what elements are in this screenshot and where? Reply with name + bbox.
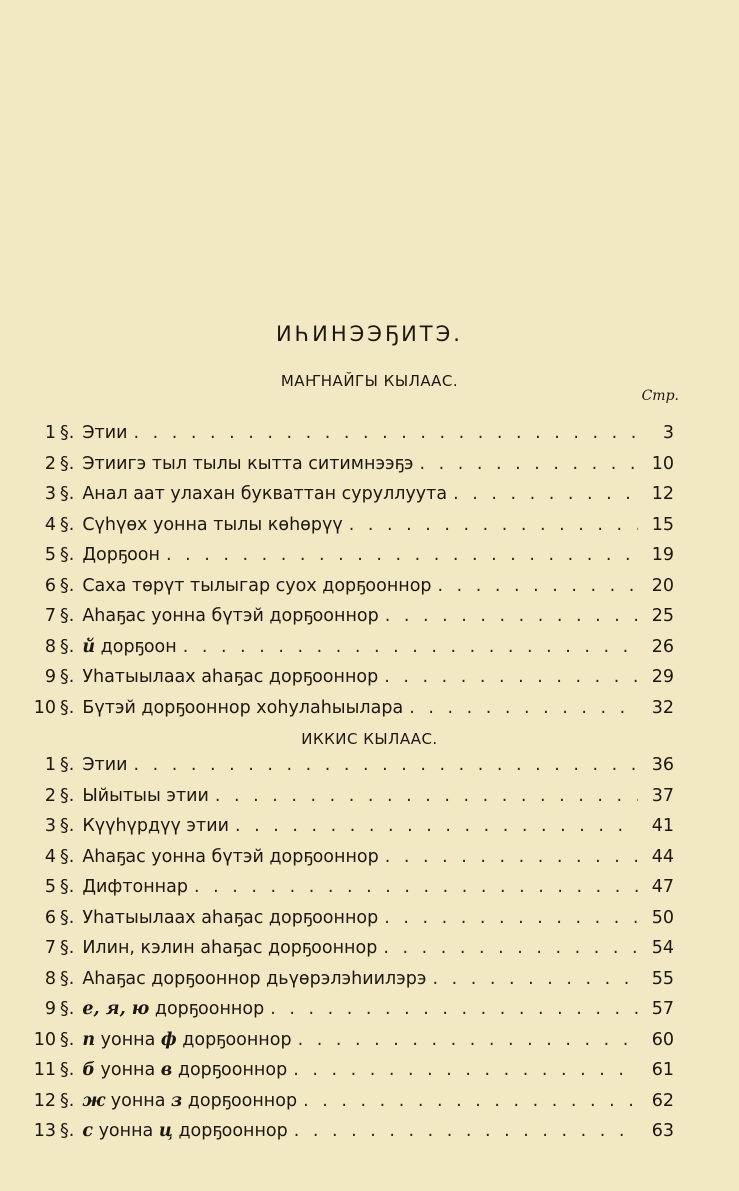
letter-emphasis: ф [160, 1029, 177, 1050]
entry-title [82, 515, 342, 535]
toc-entry [18, 786, 674, 814]
entry-number: 7 [44, 606, 56, 626]
entry-title [82, 908, 378, 928]
page-number: 55 [651, 968, 674, 989]
entry-number: 3 [44, 484, 56, 504]
letter-emphasis: п [82, 1029, 96, 1050]
page-column-header: Стр. [641, 388, 679, 404]
entry-text: Ыйытыы этии [82, 785, 209, 806]
dot-leader [235, 816, 638, 836]
entry-number: 7 [44, 938, 56, 958]
page-number: 60 [651, 1029, 674, 1050]
page-number: 29 [651, 667, 674, 687]
entry-title [82, 1121, 287, 1141]
toc-entry [18, 423, 674, 451]
section-symbol: §. [60, 907, 75, 928]
entry-title [82, 816, 229, 836]
entry-text: Этиигэ тыл тылы кытта ситимнээҕэ [82, 453, 414, 474]
entry-text: Уһатыылаах аһаҕас дорҕооннор [82, 667, 379, 687]
entry-number: 10 [33, 697, 56, 718]
entry-title [82, 1060, 287, 1080]
entry-text: Сүһүөх уонна тылы көһөрүү [82, 514, 343, 535]
entry-text: Этии [82, 755, 128, 775]
section-symbol: §. [60, 1029, 75, 1050]
dot-leader [383, 938, 638, 958]
entry-number: 3 [44, 816, 56, 836]
dot-leader [453, 484, 638, 504]
entry-title [82, 938, 377, 958]
dot-leader [384, 667, 638, 687]
toc-entry [18, 606, 674, 634]
page-number: 3 [662, 423, 674, 443]
entry-title [82, 877, 188, 897]
section-symbol: §. [60, 938, 75, 958]
entry-number: 6 [44, 907, 56, 928]
section-symbol: §. [60, 785, 75, 806]
toc-entry [18, 755, 674, 783]
letter-emphasis: ц [158, 1121, 173, 1141]
toc-entry [18, 667, 674, 695]
entry-number: 13 [33, 1121, 56, 1141]
entry-text: Этии [82, 423, 128, 443]
entry-text: Бүтэй дорҕооннор хоһулаһыылара [82, 697, 404, 718]
entry-number: 9 [44, 999, 56, 1019]
toc-entry [18, 576, 674, 604]
entry-number: 9 [44, 667, 56, 687]
dot-leader [134, 755, 639, 775]
entry-text: Уһатыылаах аһаҕас дорҕооннор [82, 907, 379, 928]
dot-leader [303, 1091, 638, 1111]
toc-entry [18, 816, 674, 844]
dot-leader [420, 454, 638, 474]
page-number: 15 [651, 514, 674, 535]
entry-number: 8 [44, 636, 56, 657]
page-title: ИҺИНЭЭҔИТЭ. [276, 322, 463, 346]
section-symbol: §. [60, 667, 75, 687]
section-symbol: §. [60, 755, 75, 775]
dot-leader [194, 877, 638, 897]
page-number: 44 [651, 846, 674, 867]
entry-title [82, 969, 426, 989]
page-number: 62 [651, 1090, 674, 1111]
section-symbol: §. [60, 846, 75, 867]
letter-emphasis: с [82, 1121, 93, 1141]
page-number: 37 [651, 785, 674, 806]
entry-text: Аһаҕас дорҕооннор дьүөрэлэһиилэрэ [82, 968, 427, 989]
page-number: 32 [651, 697, 674, 718]
section-symbol: §. [60, 877, 75, 897]
entry-text: дорҕооннор [182, 1029, 292, 1050]
section-heading-2: ИККИС КЫЛААС. [301, 730, 438, 748]
dot-leader [384, 908, 638, 928]
entry-number: 10 [33, 1029, 56, 1050]
entry-text: уонна [100, 1029, 156, 1050]
entry-text: Илин, кэлин аһаҕас дорҕооннор [82, 938, 378, 958]
page-number: 61 [651, 1060, 674, 1080]
page-number: 54 [651, 938, 674, 958]
letter-emphasis: з [171, 1090, 183, 1111]
toc-entry [18, 484, 674, 512]
page-number: 12 [651, 484, 674, 504]
toc-entry [18, 938, 674, 966]
letter-emphasis: й [82, 636, 96, 657]
entry-title [82, 847, 378, 867]
entry-text: Күүһүрдүү этии [82, 816, 229, 836]
toc-entry [18, 515, 674, 543]
section-symbol: §. [60, 545, 75, 565]
letter-emphasis: в [160, 1060, 173, 1080]
section-symbol: §. [60, 697, 75, 718]
letter-emphasis: б [82, 1060, 95, 1080]
dot-leader [385, 606, 638, 626]
page-number: 26 [651, 636, 674, 657]
letter-emphasis: е, я, ю [82, 999, 150, 1019]
section-symbol: §. [60, 453, 75, 474]
section-symbol: §. [60, 636, 75, 657]
entry-number: 1 [44, 423, 56, 443]
dot-leader [432, 969, 638, 989]
dot-leader [438, 576, 638, 596]
toc-entry [18, 877, 674, 905]
entry-text: уонна [100, 1060, 156, 1080]
entry-text: Аһаҕас уонна бүтэй дорҕооннор [82, 846, 379, 867]
toc-entry [18, 999, 674, 1027]
page-number: 57 [651, 999, 674, 1019]
page-number: 63 [651, 1121, 674, 1141]
toc-entry [18, 847, 674, 875]
section-heading-1: МАҤНАЙГЫ КЫЛААС. [280, 372, 459, 390]
entry-text: Дорҕоон [82, 545, 160, 565]
dot-leader [270, 999, 638, 1019]
entry-title [82, 423, 127, 443]
entry-title [82, 1091, 297, 1111]
section-symbol: §. [60, 999, 75, 1019]
section-symbol: §. [60, 484, 75, 504]
entry-title [82, 698, 403, 718]
page-number: 36 [651, 755, 674, 775]
section-symbol: §. [60, 514, 75, 535]
entry-title [82, 606, 378, 626]
entry-number: 5 [44, 877, 56, 897]
entry-text: Анал аат улахан букваттан суруллуута [82, 484, 448, 504]
page-number: 50 [651, 907, 674, 928]
dot-leader [349, 515, 638, 535]
section-symbol: §. [60, 606, 75, 626]
entry-title [82, 786, 209, 806]
toc-entry [18, 545, 674, 573]
dot-leader [183, 637, 638, 657]
entry-text: уонна [110, 1090, 166, 1111]
entry-number: 1 [44, 755, 56, 775]
dot-leader [166, 545, 638, 565]
entry-number: 2 [44, 785, 56, 806]
entry-text: Аһаҕас уонна бүтэй дорҕооннор [82, 606, 379, 626]
entry-number: 2 [44, 453, 56, 474]
toc-entry [18, 908, 674, 936]
entry-text: дорҕооннор [178, 1121, 288, 1141]
toc-entry [18, 1121, 674, 1149]
toc-entry [18, 969, 674, 997]
page-number: 41 [651, 816, 674, 836]
entry-title [82, 1030, 291, 1050]
entry-title [82, 576, 431, 596]
dot-leader [294, 1121, 638, 1141]
entry-text: Саха төрүт тылыгар суох дорҕооннор [82, 575, 432, 596]
entry-title [82, 999, 264, 1019]
page-number: 47 [651, 877, 674, 897]
entry-number: 4 [44, 514, 56, 535]
dot-leader [385, 847, 638, 867]
page-number: 20 [651, 575, 674, 596]
toc-entry [18, 1030, 674, 1058]
section-symbol: §. [60, 816, 75, 836]
entry-text: Дифтоннар [82, 877, 188, 897]
entry-title [82, 667, 378, 687]
section-symbol: §. [60, 1090, 75, 1111]
entry-text: дорҕооннор [177, 1060, 288, 1080]
dot-leader [293, 1060, 638, 1080]
entry-title [82, 484, 447, 504]
entry-number: 12 [33, 1090, 56, 1111]
entry-title [82, 755, 127, 775]
entry-text: дорҕоон [100, 636, 177, 657]
letter-emphasis: ж [82, 1090, 106, 1111]
toc-entry [18, 454, 674, 482]
section-symbol: §. [60, 575, 75, 596]
entry-title [82, 545, 160, 565]
entry-text: дорҕооннор [154, 999, 265, 1019]
toc-entry [18, 1091, 674, 1119]
page-number: 19 [651, 545, 674, 565]
entry-title [82, 454, 413, 474]
entry-number: 11 [33, 1060, 56, 1080]
toc-entry [18, 698, 674, 726]
dot-leader [409, 698, 638, 718]
entry-text: уонна [98, 1121, 154, 1141]
entry-number: 4 [44, 846, 56, 867]
section-symbol: §. [60, 1121, 75, 1141]
entry-title [82, 637, 176, 657]
dot-leader [134, 423, 639, 443]
page-number: 25 [651, 606, 674, 626]
section-symbol: §. [60, 968, 75, 989]
toc-entry [18, 637, 674, 665]
entry-text: дорҕооннор [187, 1090, 298, 1111]
entry-number: 6 [44, 575, 56, 596]
section-symbol: §. [60, 423, 75, 443]
entry-number: 5 [44, 545, 56, 565]
dot-leader [298, 1030, 638, 1050]
page-number: 10 [651, 453, 674, 474]
entry-number: 8 [44, 968, 56, 989]
section-symbol: §. [60, 1060, 75, 1080]
toc-entry [18, 1060, 674, 1088]
dot-leader [215, 786, 638, 806]
